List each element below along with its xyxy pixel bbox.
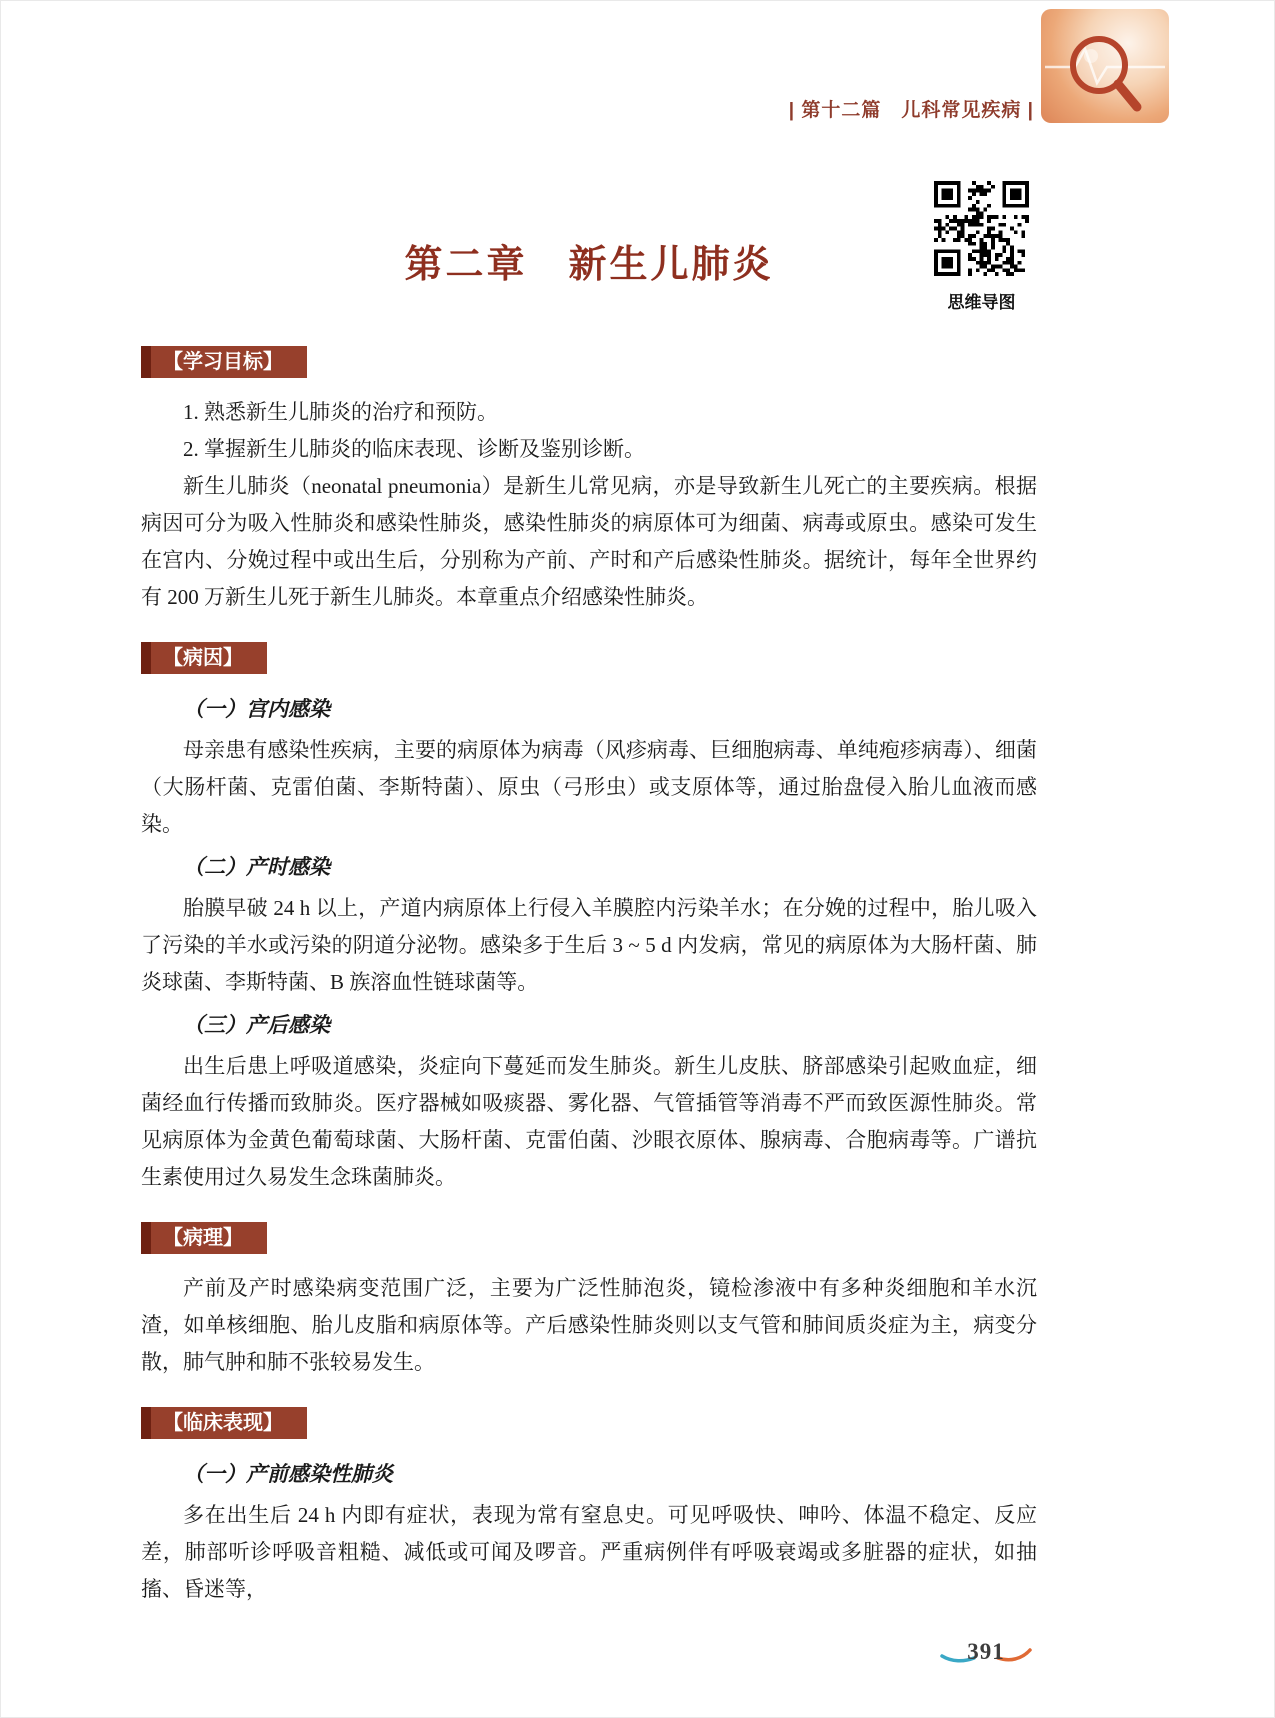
subsection-heading-intrauterine: （一）宫内感染: [183, 697, 330, 721]
section-heading-pathology: 【病理】: [141, 1222, 267, 1254]
section-heading-etiology: 【病因】: [141, 642, 267, 674]
content: [1, 233, 1274, 1608]
intro-paragraph: 新生儿肺炎（neonatal pneumonia）是新生儿常见病，亦是导致新生儿死亡的主要疾病。根据病因可分为吸入性肺炎和感染性肺炎，感染性肺炎的病原体可为细菌、病毒或原虫。感染可发生在宫内、分娩过程中或出生后，分别称为产前、产时和产后感染性肺炎。据统计，每年全世界约有 200 万新生儿死于新生儿肺炎。本章重点介绍感染性肺炎。: [141, 474, 1037, 609]
paragraph-intrapartum: 胎膜早破 24 h 以上，产道内病原体上行侵入羊膜腔内污染羊水；在分娩的过程中，胎儿吸入了污染的羊水或污染的阴道分泌物。感染多于生后 3 ~ 5 d 内发病，常见的病原体为大肠杆菌、肺炎球菌、李斯特菌、B 族溶血性链球菌等。: [141, 896, 1037, 994]
breadcrumb: | 第十二篇 儿科常见疾病 |: [788, 100, 1034, 121]
qr-block: [934, 181, 1029, 313]
page-number: [940, 1637, 1032, 1669]
paragraph-prenatal-pneumonia: 多在出生后 24 h 内即有症状，表现为常有窒息史。可见呼吸快、呻吟、体温不稳定、反应差，肺部听诊呼吸音粗糙、减低或可闻及啰音。严重病例伴有呼吸衰竭或多脏器的症状，如抽搐、昏迷等，: [141, 1503, 1037, 1601]
paragraph-postnatal: 出生后患上呼吸道感染，炎症向下蔓延而发生肺炎。新生儿皮肤、脐部感染引起败血症，细菌经血行传播而致肺炎。医疗器械如吸痰器、雾化器、气管插管等消毒不严而致医源性肺炎。常见病原体为金黄色葡萄球菌、大肠杆菌、克雷伯菌、沙眼衣原体、腺病毒、合胞病毒等。广谱抗生素使用过久易发生念珠菌肺炎。: [141, 1054, 1037, 1189]
qr-code: [934, 181, 1029, 276]
objective-item-2: 2. 掌握新生儿肺炎的临床表现、诊断及鉴别诊断。: [183, 437, 645, 461]
qr-caption: 思维导图: [947, 293, 1016, 312]
page-number-text: 391: [967, 1639, 1005, 1664]
subsection-heading-prenatal-pneumonia: （一）产前感染性肺炎: [183, 1462, 393, 1486]
chapter-title: 第二章 新生儿肺炎: [404, 244, 774, 286]
paragraph-intrauterine: 母亲患有感染性疾病，主要的病原体为病毒（风疹病毒、巨细胞病毒、单纯疱疹病毒）、细菌（大肠杆菌、克雷伯菌、李斯特菌）、原虫（弓形虫）或支原体等，通过胎盘侵入胎儿血液而感染。: [141, 738, 1037, 836]
objective-item-1: 1. 熟悉新生儿肺炎的治疗和预防。: [183, 400, 498, 424]
section-heading-objectives: 【学习目标】: [141, 346, 307, 378]
magnifier-icon: [1041, 9, 1169, 123]
paragraph-pathology: 产前及产时感染病变范围广泛，主要为广泛性肺泡炎，镜检渗液中有多种炎细胞和羊水沉渣，如单核细胞、胎儿皮脂和病原体等。产后感染性肺炎则以支气管和肺间质炎症为主，病变分散，肺气肿和肺不张较易发生。: [141, 1276, 1037, 1374]
subsection-heading-postnatal: （三）产后感染: [183, 1013, 330, 1037]
subsection-heading-intrapartum: （二）产时感染: [183, 855, 330, 879]
corner-decoration: [1041, 9, 1169, 123]
section-heading-clinical: 【临床表现】: [141, 1407, 307, 1439]
